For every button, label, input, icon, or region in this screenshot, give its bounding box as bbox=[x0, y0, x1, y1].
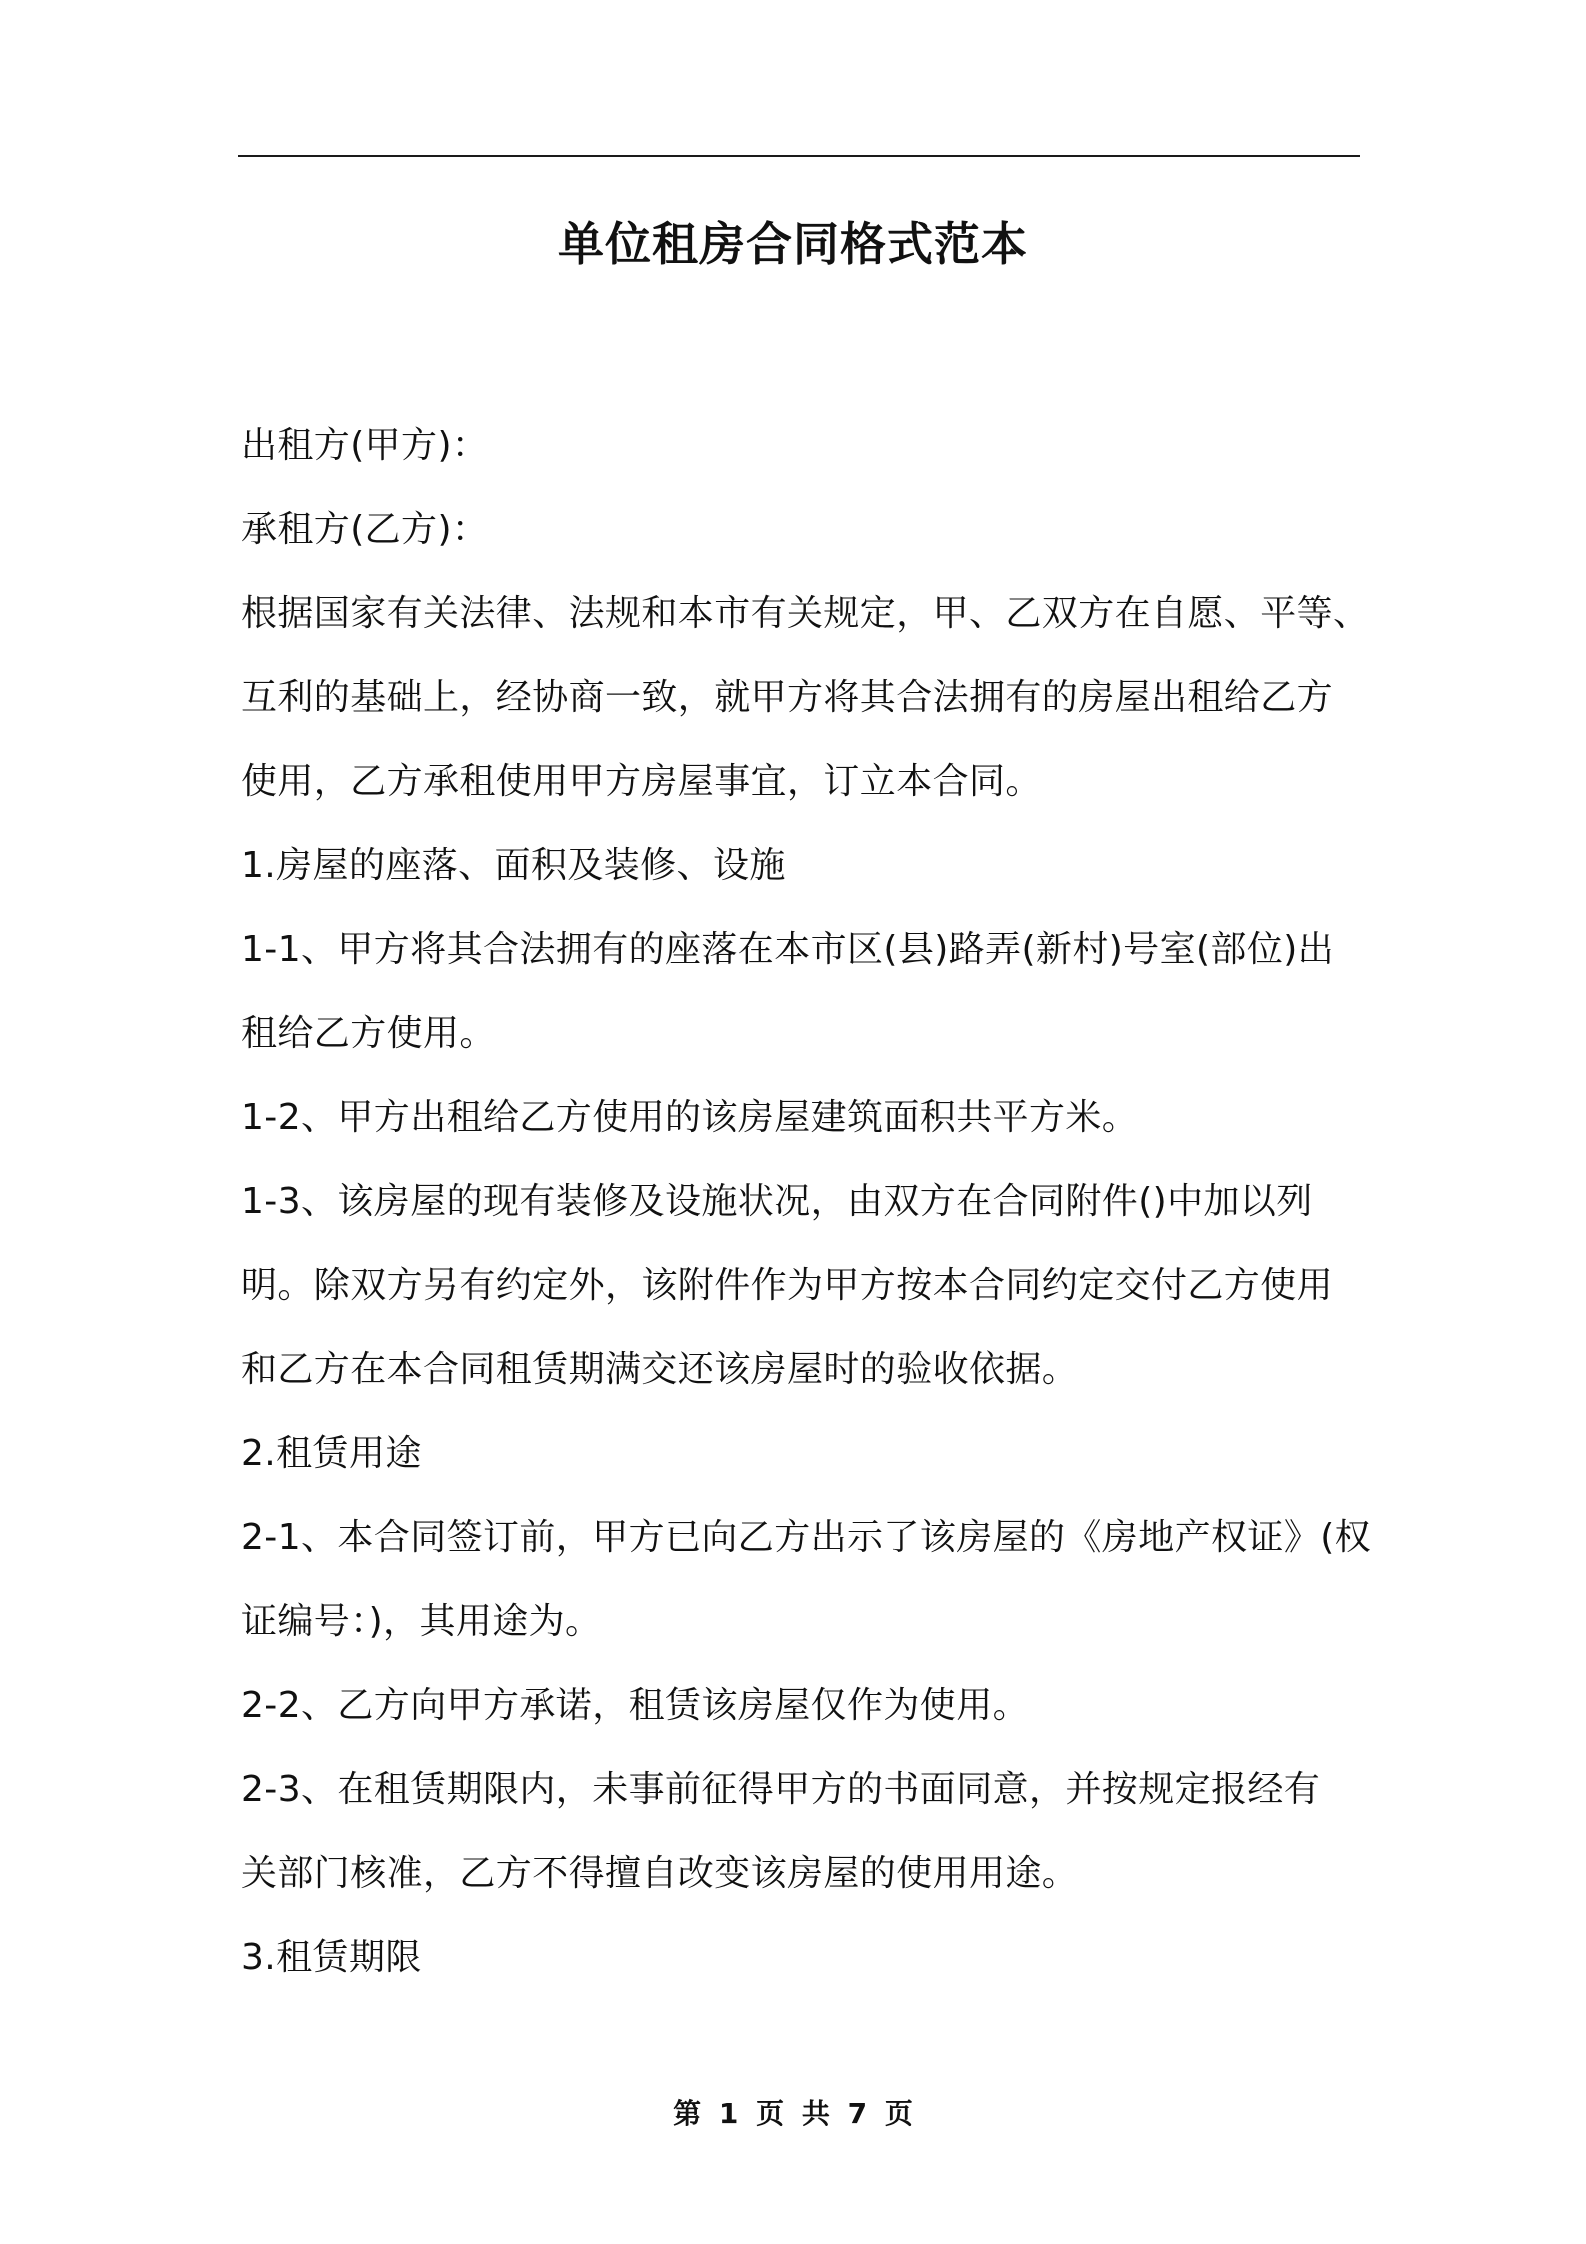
preamble-line-3: 使用，乙方承租使用甲方房屋事宜，订立本合同。 bbox=[241, 761, 1042, 802]
clause-1-3-line-3: 和乙方在本合同租赁期满交还该房屋时的验收依据。 bbox=[241, 1349, 1079, 1390]
clause-1-3-line-1: 1-3、该房屋的现有装修及设施状况，由双方在合同附件()中加以列 bbox=[241, 1181, 1313, 1222]
document-title: 单位租房合同格式范本 bbox=[558, 217, 1028, 271]
clause-1-3-line-2: 明。除双方另有约定外，该附件作为甲方按本合同约定交付乙方使用 bbox=[241, 1265, 1334, 1306]
preamble-line-2: 互利的基础上，经协商一致，就甲方将其合法拥有的房屋出租给乙方 bbox=[241, 677, 1334, 718]
clause-1-2: 1-2、甲方出租给乙方使用的该房屋建筑面积共平方米。 bbox=[241, 1097, 1139, 1138]
section-3-heading: 3.租赁期限 bbox=[241, 1937, 422, 1978]
preamble-line-1: 根据国家有关法律、法规和本市有关规定，甲、乙双方在自愿、平等、 bbox=[241, 593, 1370, 634]
section-2-heading: 2.租赁用途 bbox=[241, 1433, 422, 1474]
clause-2-2: 2-2、乙方向甲方承诺，租赁该房屋仅作为使用。 bbox=[241, 1685, 1029, 1726]
document-body bbox=[241, 404, 1372, 2000]
page-number: 第 1 页 共 7 页 bbox=[673, 2097, 913, 2130]
lessor-line: 出租方(甲方)： bbox=[241, 425, 489, 466]
section-1-heading: 1.房屋的座落、面积及装修、设施 bbox=[241, 845, 786, 886]
clause-2-1-line-1: 2-1、本合同签订前，甲方已向乙方出示了该房屋的《房地产权证》(权 bbox=[241, 1517, 1372, 1558]
clause-2-3-line-1: 2-3、在租赁期限内，未事前征得甲方的书面同意，并按规定报经有 bbox=[241, 1769, 1321, 1810]
lessee-line: 承租方(乙方)： bbox=[241, 509, 489, 550]
clause-2-3-line-2: 关部门核准，乙方不得擅自改变该房屋的使用用途。 bbox=[241, 1853, 1079, 1894]
clause-1-1-line-2: 租给乙方使用。 bbox=[241, 1013, 496, 1054]
clause-1-1-line-1: 1-1、甲方将其合法拥有的座落在本市区(县)路弄(新村)号室(部位)出 bbox=[241, 929, 1335, 970]
clause-2-1-line-2: 证编号：)，其用途为。 bbox=[241, 1601, 602, 1642]
header-rule bbox=[238, 155, 1360, 157]
